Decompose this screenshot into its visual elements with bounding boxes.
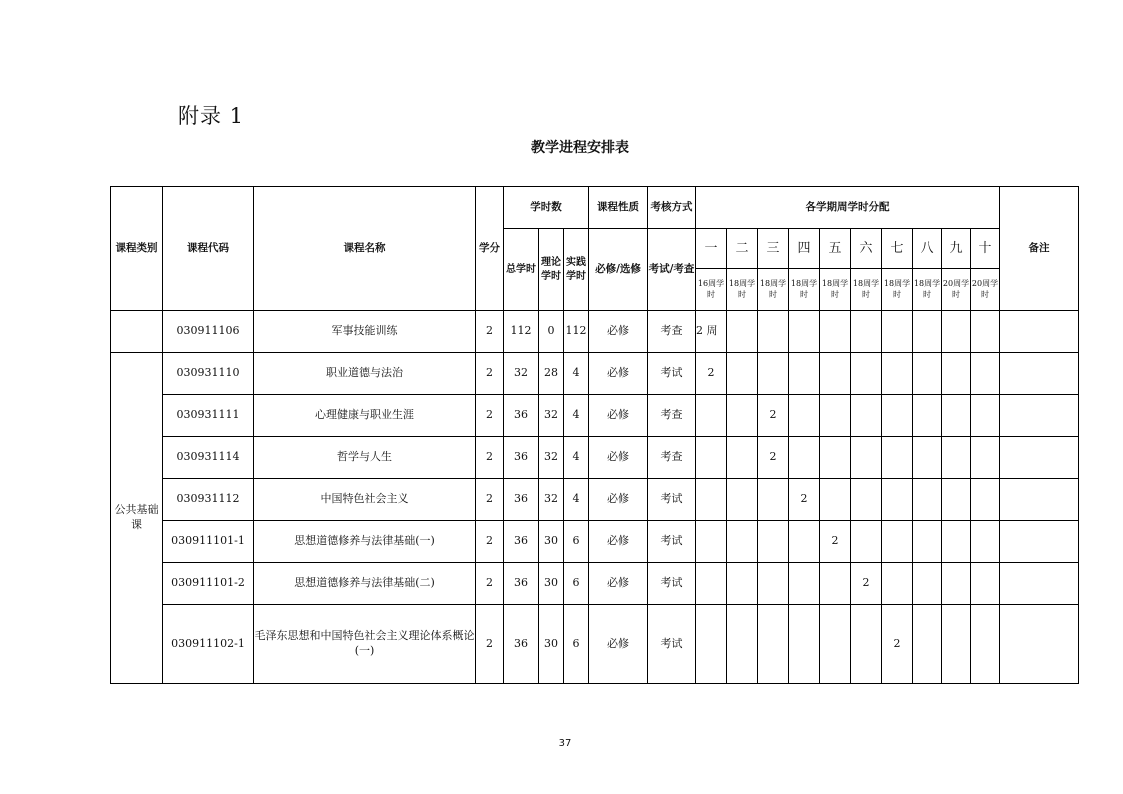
term-hours-cell [696, 395, 727, 437]
term-hours-cell [820, 395, 851, 437]
term-hours-cell [789, 521, 820, 563]
term-hours-cell [942, 479, 971, 521]
term-hours-cell [727, 353, 758, 395]
term-hours-cell [820, 605, 851, 684]
header-distribution: 各学期周学时分配 [696, 187, 1000, 229]
term-hours-cell [942, 563, 971, 605]
total-hours: 36 [504, 605, 539, 684]
header-hours: 学时数 [504, 187, 589, 229]
term-header: 四 [789, 229, 820, 269]
category-cell [111, 311, 163, 353]
term-header: 七 [882, 229, 913, 269]
theory-hours: 32 [539, 479, 564, 521]
header-code [163, 187, 254, 311]
practice-hours: 6 [564, 563, 589, 605]
term-hours-cell [696, 605, 727, 684]
term-hours-cell [727, 437, 758, 479]
term-weeks: 18周学时 [758, 269, 789, 311]
term-hours-cell [789, 353, 820, 395]
remarks-cell [1000, 311, 1079, 353]
practice-hours: 6 [564, 521, 589, 563]
term-hours-cell [789, 605, 820, 684]
header-code-text: 课程代码 [187, 242, 229, 255]
term-hours-cell [851, 521, 882, 563]
course-nature: 必修 [589, 563, 648, 605]
credit: 2 [476, 311, 504, 353]
header-category-text: 课程类别 [115, 242, 158, 255]
course-code: 030911106 [163, 311, 254, 353]
term-hours-cell [882, 563, 913, 605]
term-hours-cell [882, 311, 913, 353]
term-weeks: 18周学时 [820, 269, 851, 311]
exam-type: 考试 [648, 563, 696, 605]
credit: 2 [476, 395, 504, 437]
term-header: 一 [696, 229, 727, 269]
term-hours-cell [942, 437, 971, 479]
term-hours-cell [913, 521, 942, 563]
term-hours-cell: 2 [758, 437, 789, 479]
term-hours-cell [758, 605, 789, 684]
course-nature: 必修 [589, 605, 648, 684]
remarks-cell [1000, 479, 1079, 521]
term-hours-cell [758, 479, 789, 521]
term-weeks: 18周学时 [851, 269, 882, 311]
term-weeks: 18周学时 [913, 269, 942, 311]
term-weeks: 18周学时 [789, 269, 820, 311]
term-hours-cell: 2 [696, 353, 727, 395]
credit: 2 [476, 437, 504, 479]
term-hours-cell [942, 353, 971, 395]
term-hours-cell [913, 395, 942, 437]
term-hours-cell [882, 479, 913, 521]
credit: 2 [476, 479, 504, 521]
header-name: 课程名称 [254, 187, 476, 311]
course-code: 030931112 [163, 479, 254, 521]
term-header: 八 [913, 229, 942, 269]
header-credit: 学分 [476, 187, 504, 311]
term-hours-cell: 2 [882, 605, 913, 684]
term-hours-cell [942, 395, 971, 437]
appendix-label: 附录 1 [178, 104, 245, 128]
term-hours-cell [971, 479, 1000, 521]
course-name: 哲学与人生 [254, 437, 476, 479]
theory-hours: 30 [539, 521, 564, 563]
total-hours: 112 [504, 311, 539, 353]
term-hours-cell [820, 311, 851, 353]
term-hours-cell [727, 605, 758, 684]
term-hours-cell [882, 353, 913, 395]
course-nature: 必修 [589, 437, 648, 479]
exam-type: 考试 [648, 521, 696, 563]
remarks-cell [1000, 521, 1079, 563]
practice-hours: 4 [564, 437, 589, 479]
total-hours: 36 [504, 395, 539, 437]
term-hours-cell [758, 353, 789, 395]
practice-hours: 4 [564, 479, 589, 521]
term-hours-cell [758, 521, 789, 563]
table-row [111, 437, 1079, 479]
table-row [111, 521, 1079, 563]
exam-type: 考试 [648, 353, 696, 395]
course-nature: 必修 [589, 395, 648, 437]
term-weeks: 20周学时 [971, 269, 1000, 311]
term-hours-cell [789, 395, 820, 437]
total-hours: 36 [504, 521, 539, 563]
term-hours-cell [789, 437, 820, 479]
term-hours-cell [942, 521, 971, 563]
credit: 2 [476, 605, 504, 684]
term-hours-cell [913, 437, 942, 479]
term-hours-cell [820, 479, 851, 521]
course-nature: 必修 [589, 353, 648, 395]
term-hours-cell: 2 [789, 479, 820, 521]
term-hours-cell [727, 479, 758, 521]
term-hours-cell [696, 479, 727, 521]
term-hours-cell [913, 605, 942, 684]
exam-type: 考查 [648, 395, 696, 437]
term-hours-cell [851, 311, 882, 353]
credit: 2 [476, 563, 504, 605]
course-code: 030911102-1 [163, 605, 254, 684]
term-hours-cell [971, 605, 1000, 684]
term-hours-cell [913, 353, 942, 395]
table-title: 教学进程安排表 [531, 140, 629, 156]
exam-type: 考试 [648, 605, 696, 684]
course-name: 毛泽东思想和中国特色社会主义理论体系概论(一) [254, 605, 476, 684]
exam-type: 考试 [648, 479, 696, 521]
practice-hours: 112 [564, 311, 589, 353]
term-hours-cell [882, 521, 913, 563]
header-remarks: 备注 [1000, 187, 1079, 311]
credit: 2 [476, 521, 504, 563]
remarks-cell [1000, 605, 1079, 684]
term-header: 九 [942, 229, 971, 269]
term-weeks: 18周学时 [882, 269, 913, 311]
term-weeks: 16周学时 [696, 269, 727, 311]
term-hours-cell: 2 [851, 563, 882, 605]
term-hours-cell [882, 437, 913, 479]
term-hours-cell [696, 437, 727, 479]
credit: 2 [476, 353, 504, 395]
theory-hours: 32 [539, 437, 564, 479]
total-hours: 36 [504, 563, 539, 605]
exam-type: 考查 [648, 437, 696, 479]
term-header: 五 [820, 229, 851, 269]
term-hours-cell: 2 [758, 395, 789, 437]
term-weeks: 18周学时 [727, 269, 758, 311]
page-number: 37 [558, 738, 572, 749]
term-hours-cell [882, 395, 913, 437]
remarks-cell [1000, 353, 1079, 395]
term-hours-cell [758, 311, 789, 353]
term-hours-cell [851, 395, 882, 437]
course-code: 030911101-1 [163, 521, 254, 563]
table-row [111, 395, 1079, 437]
header-exam-sub: 考试/考查 [648, 229, 696, 311]
term-hours-cell [758, 563, 789, 605]
remarks-cell [1000, 563, 1079, 605]
theory-hours: 30 [539, 563, 564, 605]
term-hours-cell [942, 311, 971, 353]
term-hours-cell [820, 353, 851, 395]
course-name: 军事技能训练 [254, 311, 476, 353]
header-category [111, 187, 163, 311]
total-hours: 36 [504, 479, 539, 521]
course-name: 职业道德与法治 [254, 353, 476, 395]
table-row [111, 605, 1079, 684]
table-row [111, 311, 1079, 353]
schedule-table [110, 186, 1079, 684]
course-name: 思想道德修养与法律基础(二) [254, 563, 476, 605]
term-hours-cell [820, 437, 851, 479]
term-hours-cell [727, 395, 758, 437]
table-row [111, 353, 1079, 395]
term-hours-cell [913, 311, 942, 353]
course-code: 030931114 [163, 437, 254, 479]
term-hours-cell [851, 479, 882, 521]
course-name: 中国特色社会主义 [254, 479, 476, 521]
term-hours-cell [696, 521, 727, 563]
header-nature: 课程性质 [589, 187, 648, 229]
header-exam: 考核方式 [648, 187, 696, 229]
total-hours: 36 [504, 437, 539, 479]
term-hours-cell [971, 311, 1000, 353]
term-hours-cell [913, 563, 942, 605]
course-name: 思想道德修养与法律基础(一) [254, 521, 476, 563]
header-theory: 理论学时 [539, 229, 564, 311]
term-hours-cell [913, 479, 942, 521]
remarks-cell [1000, 395, 1079, 437]
term-hours-cell [851, 437, 882, 479]
course-nature: 必修 [589, 479, 648, 521]
total-hours: 32 [504, 353, 539, 395]
term-hours-cell [851, 353, 882, 395]
table-row [111, 479, 1079, 521]
term-hours-cell [696, 563, 727, 605]
practice-hours: 4 [564, 353, 589, 395]
term-hours-cell [727, 521, 758, 563]
course-nature: 必修 [589, 311, 648, 353]
theory-hours: 32 [539, 395, 564, 437]
course-name: 心理健康与职业生涯 [254, 395, 476, 437]
term-hours-cell [820, 563, 851, 605]
exam-type: 考查 [648, 311, 696, 353]
term-hours-cell [789, 311, 820, 353]
term-hours-cell [971, 395, 1000, 437]
table-row [111, 563, 1079, 605]
theory-hours: 0 [539, 311, 564, 353]
theory-hours: 28 [539, 353, 564, 395]
remarks-cell [1000, 437, 1079, 479]
term-hours-cell [727, 311, 758, 353]
practice-hours: 6 [564, 605, 589, 684]
term-header: 六 [851, 229, 882, 269]
header-nature-sub: 必修/选修 [589, 229, 648, 311]
term-header: 三 [758, 229, 789, 269]
course-nature: 必修 [589, 521, 648, 563]
course-code: 030931111 [163, 395, 254, 437]
term-hours-cell [971, 353, 1000, 395]
term-header: 二 [727, 229, 758, 269]
header-practice: 实践学时 [564, 229, 589, 311]
header-total: 总学时 [504, 229, 539, 311]
term-hours-cell [971, 521, 1000, 563]
course-code: 030931110 [163, 353, 254, 395]
term-hours-cell [851, 605, 882, 684]
term-weeks: 20周学时 [942, 269, 971, 311]
term-hours-cell [727, 563, 758, 605]
term-header: 十 [971, 229, 1000, 269]
course-code: 030911101-2 [163, 563, 254, 605]
theory-hours: 30 [539, 605, 564, 684]
category-cell: 公共基础课 [111, 353, 163, 684]
term-hours-cell [971, 437, 1000, 479]
term-hours-cell: 2 周 [696, 311, 727, 353]
term-hours-cell [789, 563, 820, 605]
term-hours-cell [942, 605, 971, 684]
term-hours-cell: 2 [820, 521, 851, 563]
term-hours-cell [971, 563, 1000, 605]
practice-hours: 4 [564, 395, 589, 437]
